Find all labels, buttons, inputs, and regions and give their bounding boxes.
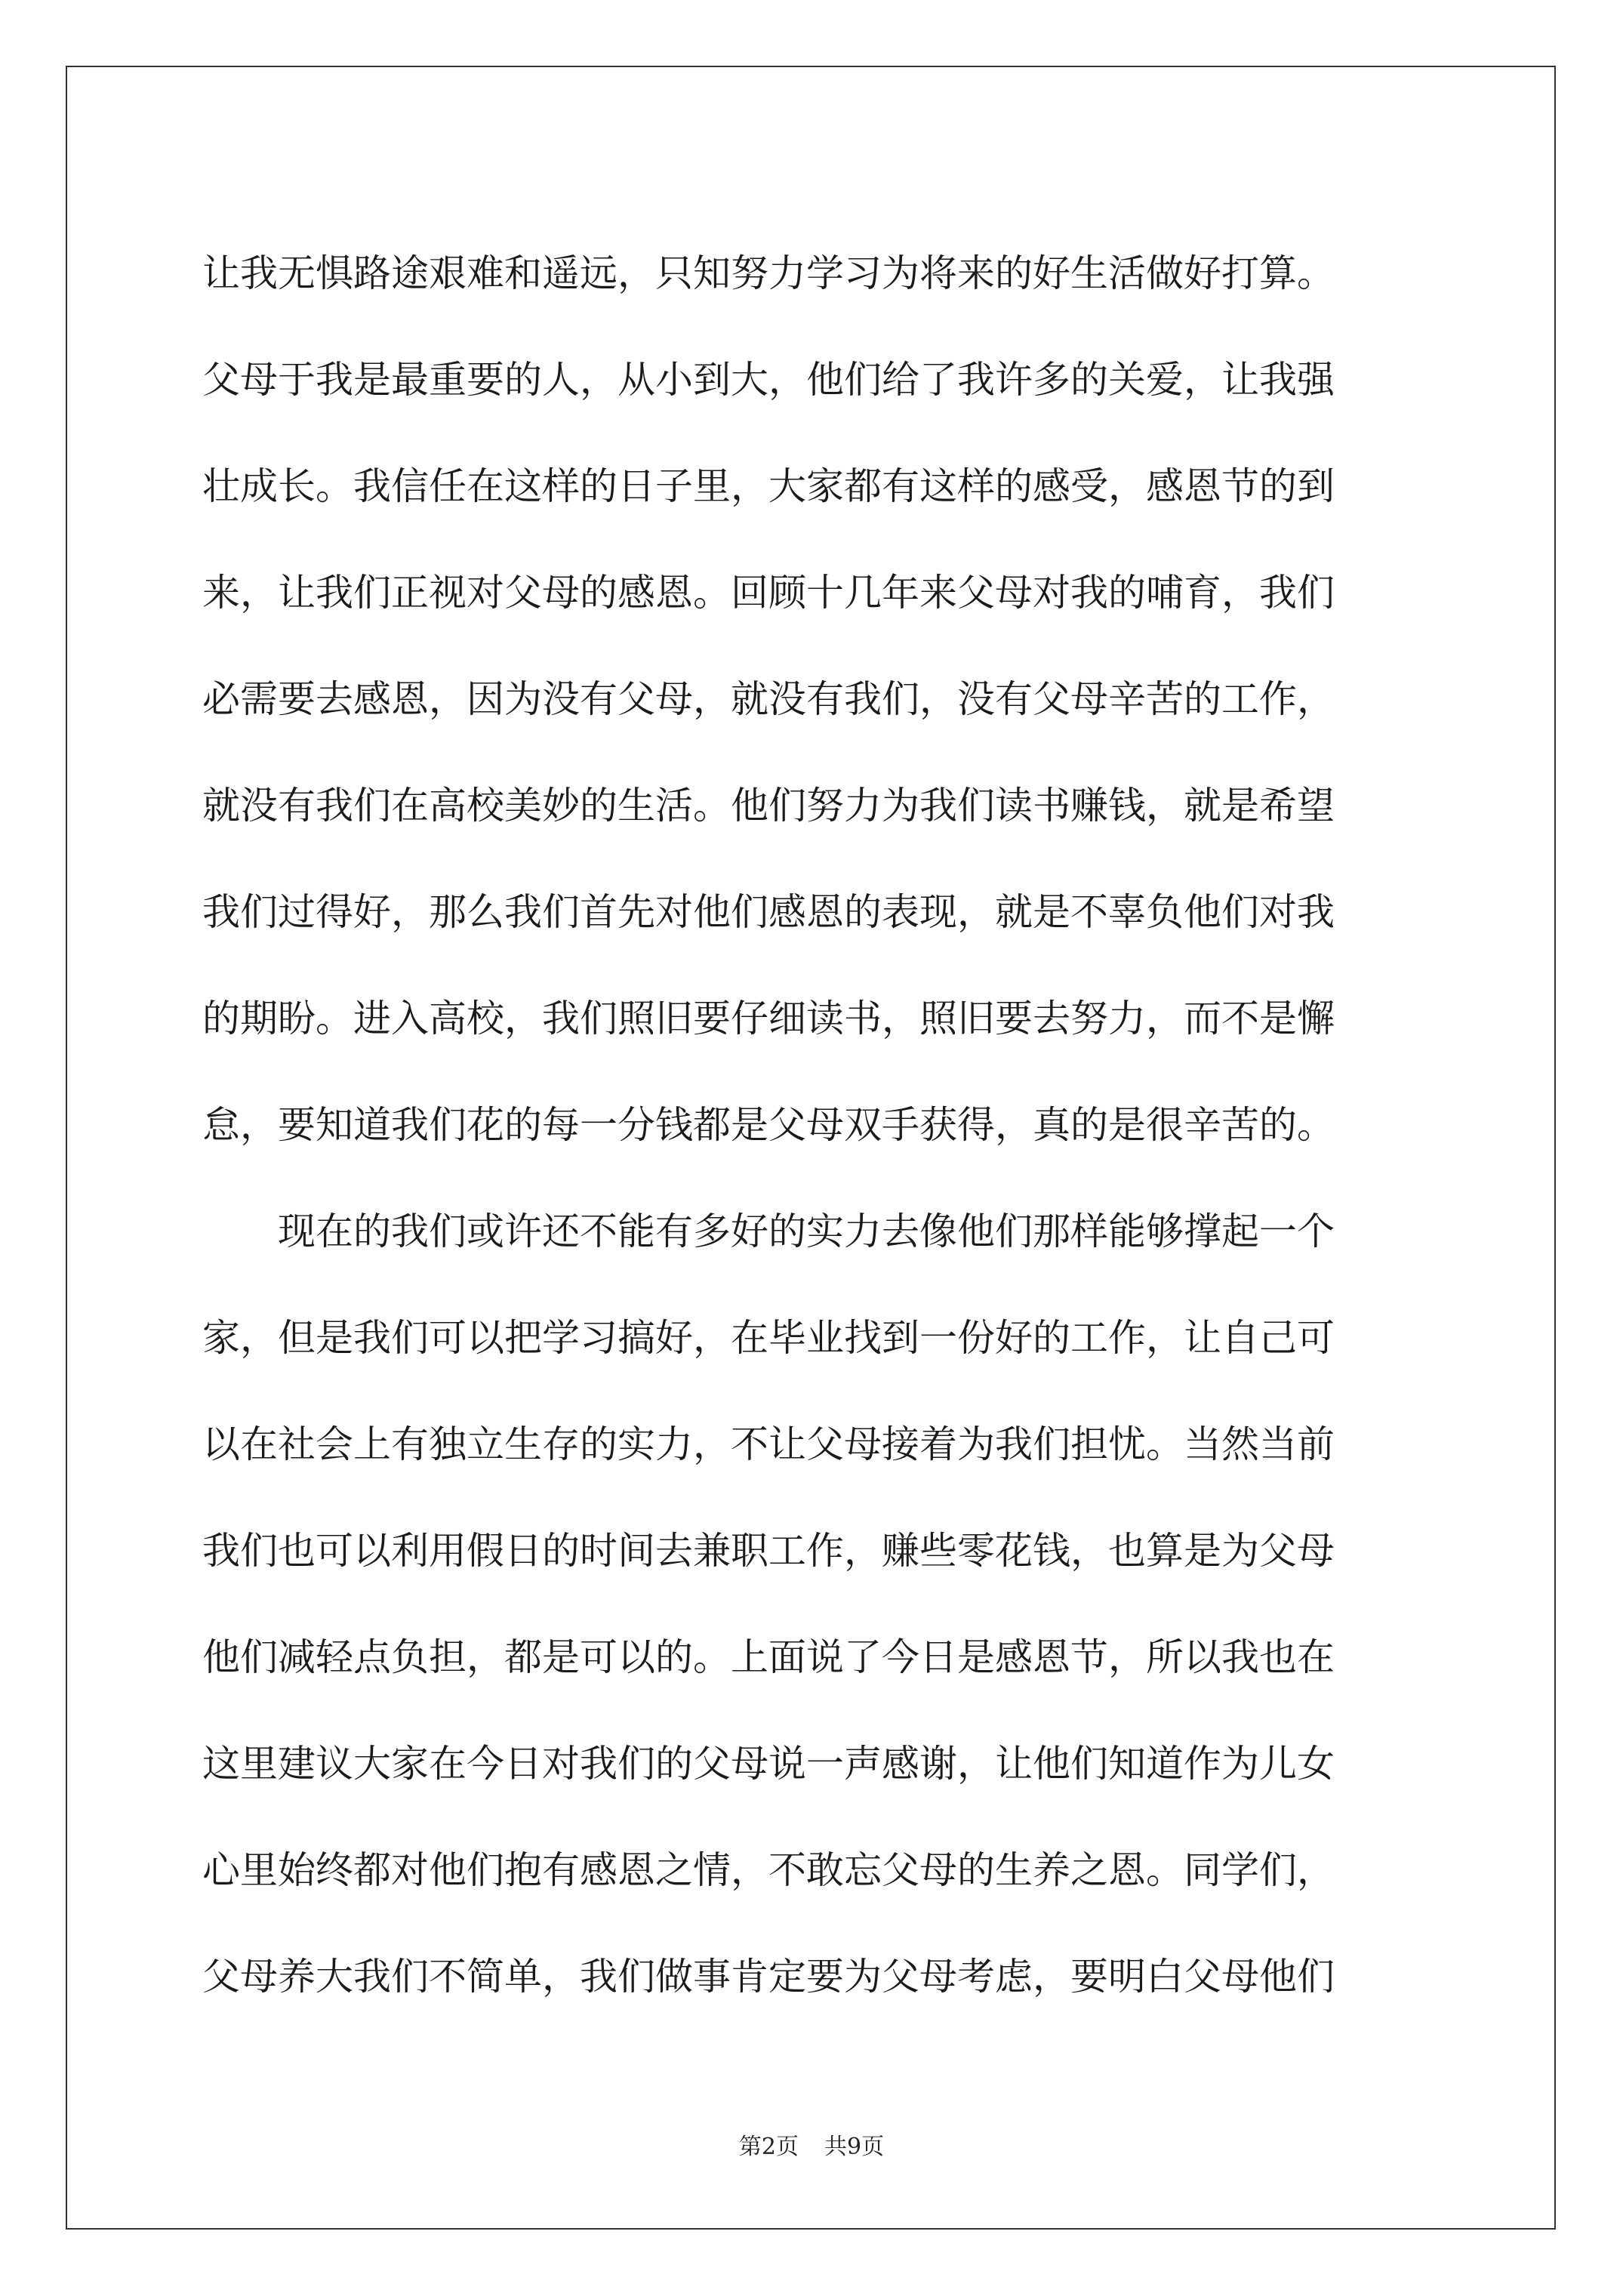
text-line-6: 就没有我们在高校美妙的生活。他们努力为我们读书赚钱，就是希望: [202, 784, 1335, 827]
document-body: [202, 220, 1425, 2030]
text-line-8: 的期盼。进入高校，我们照旧要仔细读书，照旧要去努力，而不是懈: [202, 997, 1335, 1040]
text-line-10-paragraph-start: 现在的我们或许还不能有多好的实力去像他们那样能够撑起一个: [278, 1210, 1335, 1253]
text-line-17: 父母养大我们不简单，我们做事肯定要为父母考虑，要明白父母他们: [202, 1955, 1335, 1999]
page-number: 第2页: [738, 2134, 799, 2160]
page-total: 共9页: [824, 2134, 885, 2160]
text-line-16: 心里始终都对他们抱有感恩之情，不敢忘父母的生养之恩。同学们，: [202, 1848, 1335, 1892]
text-line-9: 怠，要知道我们花的每一分钱都是父母双手获得，真的是很辛苦的。: [202, 1103, 1335, 1147]
text-line-4: 来，让我们正视对父母的感恩。回顾十几年来父母对我的哺育，我们: [202, 571, 1335, 615]
text-line-12: 以在社会上有独立生存的实力，不让父母接着为我们担忧。当然当前: [202, 1422, 1335, 1466]
text-line-2: 父母于我是最重要的人，从小到大，他们给了我许多的关爱，让我强: [202, 358, 1335, 402]
page-footer: [0, 2128, 1623, 2161]
text-line-7: 我们过得好，那么我们首先对他们感恩的表现，就是不辜负他们对我: [202, 890, 1335, 934]
text-line-15: 这里建议大家在今日对我们的父母说一声感谢，让他们知道作为儿女: [202, 1742, 1335, 1786]
text-line-13: 我们也可以利用假日的时间去兼职工作，赚些零花钱，也算是为父母: [202, 1529, 1335, 1573]
text-line-14: 他们减轻点负担，都是可以的。上面说了今日是感恩节，所以我也在: [202, 1635, 1335, 1679]
text-line-3: 壮成长。我信任在这样的日子里，大家都有这样的感受，感恩节的到: [202, 464, 1335, 508]
text-line-5: 必需要去感恩，因为没有父母，就没有我们，没有父母辛苦的工作，: [202, 677, 1335, 721]
text-line-1: 让我无惧路途艰难和遥远，只知努力学习为将来的好生活做好打算。: [202, 251, 1335, 295]
text-line-11: 家，但是我们可以把学习搞好，在毕业找到一份好的工作，让自己可: [202, 1316, 1335, 1360]
